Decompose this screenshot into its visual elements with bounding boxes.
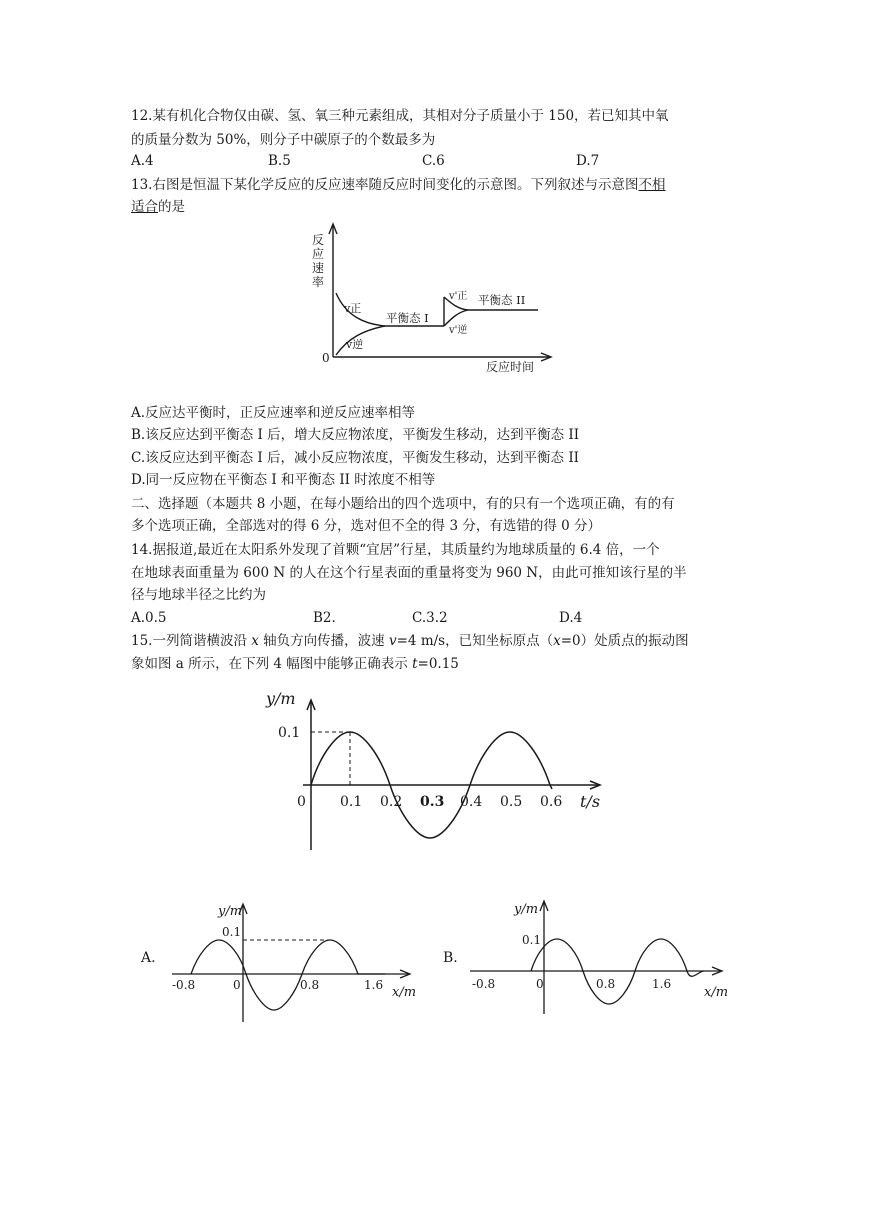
- v-reverse-prime-label: v'逆: [449, 325, 468, 336]
- q15-text-e: 象如图 a 所示，在下列 4 幅图中能够正确表示: [131, 656, 413, 672]
- q13-option-b: B.该反应达到平衡态 I 后，增大反应物浓度，平衡发生移动，达到平衡态 II: [131, 427, 580, 443]
- wave-b-tick-0: -0.8: [472, 977, 496, 991]
- q12-option-b: B.5: [268, 153, 291, 169]
- q14-option-d: D.4: [559, 610, 583, 626]
- wave-b-option-label: B.: [443, 950, 458, 966]
- wave-a-y-label: y/m: [218, 904, 243, 919]
- graph-a-tick-1: 0.1: [340, 794, 363, 810]
- q13-option-a: A.反应达平衡时，正反应速率和逆反应速率相等: [131, 405, 416, 421]
- wave-a-tick-2: 0.8: [300, 978, 320, 992]
- state-1-label: 平衡态 I: [386, 311, 429, 325]
- q15-text-b: 轴负方向传播，波速: [258, 633, 389, 649]
- q14-option-c: C.3.2: [412, 610, 448, 626]
- q13-text-b: 的是: [158, 199, 185, 215]
- q14-option-a: A.0.5: [131, 610, 167, 626]
- state-2-label: 平衡态 II: [478, 293, 526, 307]
- wave-a-tick-0: -0.8: [172, 978, 196, 992]
- q15-text-f: =0.15: [417, 656, 459, 672]
- time-axis-label: 反应时间: [486, 360, 535, 374]
- graph-a-tick-0: 0: [297, 794, 306, 810]
- wave-a-tick-1: 0: [233, 978, 241, 992]
- q15-var-v: v: [388, 633, 397, 649]
- q15-text-a: 15.一列简谐横波沿: [131, 633, 252, 649]
- wave-b-y-tick: 0.1: [522, 933, 542, 947]
- q13-text-a: 13.右图是恒温下某化学反应的反应速率随反应时间变化的示意图。下列叙述与示意图: [131, 177, 639, 193]
- wave-a-tick-3: 1.6: [364, 978, 384, 992]
- wave-b-y-label: y/m: [514, 902, 539, 917]
- graph-a-x-label: t/s: [580, 792, 601, 811]
- rate-axis-label-3: 速: [312, 261, 325, 275]
- q12-option-c: C.6: [422, 153, 445, 169]
- q14-line-1: 14.据报道,最近在太阳系外发现了首颗“宜居”行星，其质量约为地球质量的 6.4 倍，一个: [131, 542, 660, 558]
- graph-a-tick-2: 0.2: [380, 794, 403, 810]
- wave-b-tick-3: 1.6: [652, 977, 672, 991]
- graph-a-tick-4: 0.4: [460, 794, 483, 810]
- wave-b-tick-2: 0.8: [596, 977, 616, 991]
- wave-a-option-label: A.: [141, 950, 156, 966]
- q13-underline-2: 适合: [131, 199, 158, 215]
- wave-a-y-tick: 0.1: [222, 925, 242, 939]
- v-forward-prime-label: v'正: [449, 291, 468, 302]
- q14-option-b: B2.: [313, 610, 336, 626]
- q15-var-x2: x: [553, 633, 561, 649]
- q15-text-c: =4 m/s，已知坐标原点（: [396, 633, 554, 649]
- q13-option-c: C.该反应达到平衡态 I 后，减小反应物浓度，平衡发生移动，达到平衡态 II: [131, 450, 580, 466]
- wave-b-tick-1: 0: [536, 977, 544, 991]
- section-2-line-2: 多个选项正确，全部选对的得 6 分，选对但不全的得 3 分，有选错的得 0 分）: [131, 518, 602, 534]
- q12-line-2: 的质量分数为 50%，则分子中碳原子的个数最多为: [131, 132, 436, 148]
- q14-line-2: 在地球表面重量为 600 N 的人在这个行星表面的重量将变为 960 N，由此可推知该行星的半: [131, 565, 687, 581]
- v-forward-label: v正: [344, 302, 362, 315]
- v-reverse-label: v逆: [346, 338, 364, 351]
- q13-option-d: D.同一反应物在平衡态 I 和平衡态 II 时浓度不相等: [131, 472, 436, 488]
- graph-a-y-tick: 0.1: [278, 725, 301, 741]
- graph-a-y-label: y/m: [266, 689, 296, 708]
- q12-line-1: 12.某有机化合物仅由碳、氢、氧三种元素组成，其相对分子质量小于 150，若已知其中氧: [131, 108, 669, 124]
- q15-text-d: =0）处质点的振动图: [560, 633, 689, 649]
- rate-axis-label-1: 反: [312, 233, 325, 247]
- rate-axis-label-2: 应: [312, 247, 325, 261]
- q12-option-d: D.7: [576, 153, 600, 169]
- rate-origin-label: 0: [322, 351, 330, 365]
- graph-a-tick-3: 0.3: [420, 794, 445, 810]
- q12-option-a: A.4: [131, 153, 154, 169]
- q13-underline-1: 不相: [638, 177, 666, 193]
- rate-axis-label-4: 率: [312, 275, 325, 289]
- q15-var-t: t: [412, 656, 418, 672]
- graph-a-tick-5: 0.5: [500, 794, 523, 810]
- wave-b-x-label: x/m: [704, 985, 729, 1000]
- wave-a-x-label: x/m: [392, 985, 417, 1000]
- q15-var-x: x: [251, 633, 259, 649]
- graph-a-tick-6: 0.6: [540, 794, 563, 810]
- q14-line-3: 径与地球半径之比约为: [131, 587, 266, 603]
- section-2-line-1: 二、选择题（本题共 8 小题，在每小题给出的四个选项中，有的只有一个选项正确，有的有: [131, 496, 675, 512]
